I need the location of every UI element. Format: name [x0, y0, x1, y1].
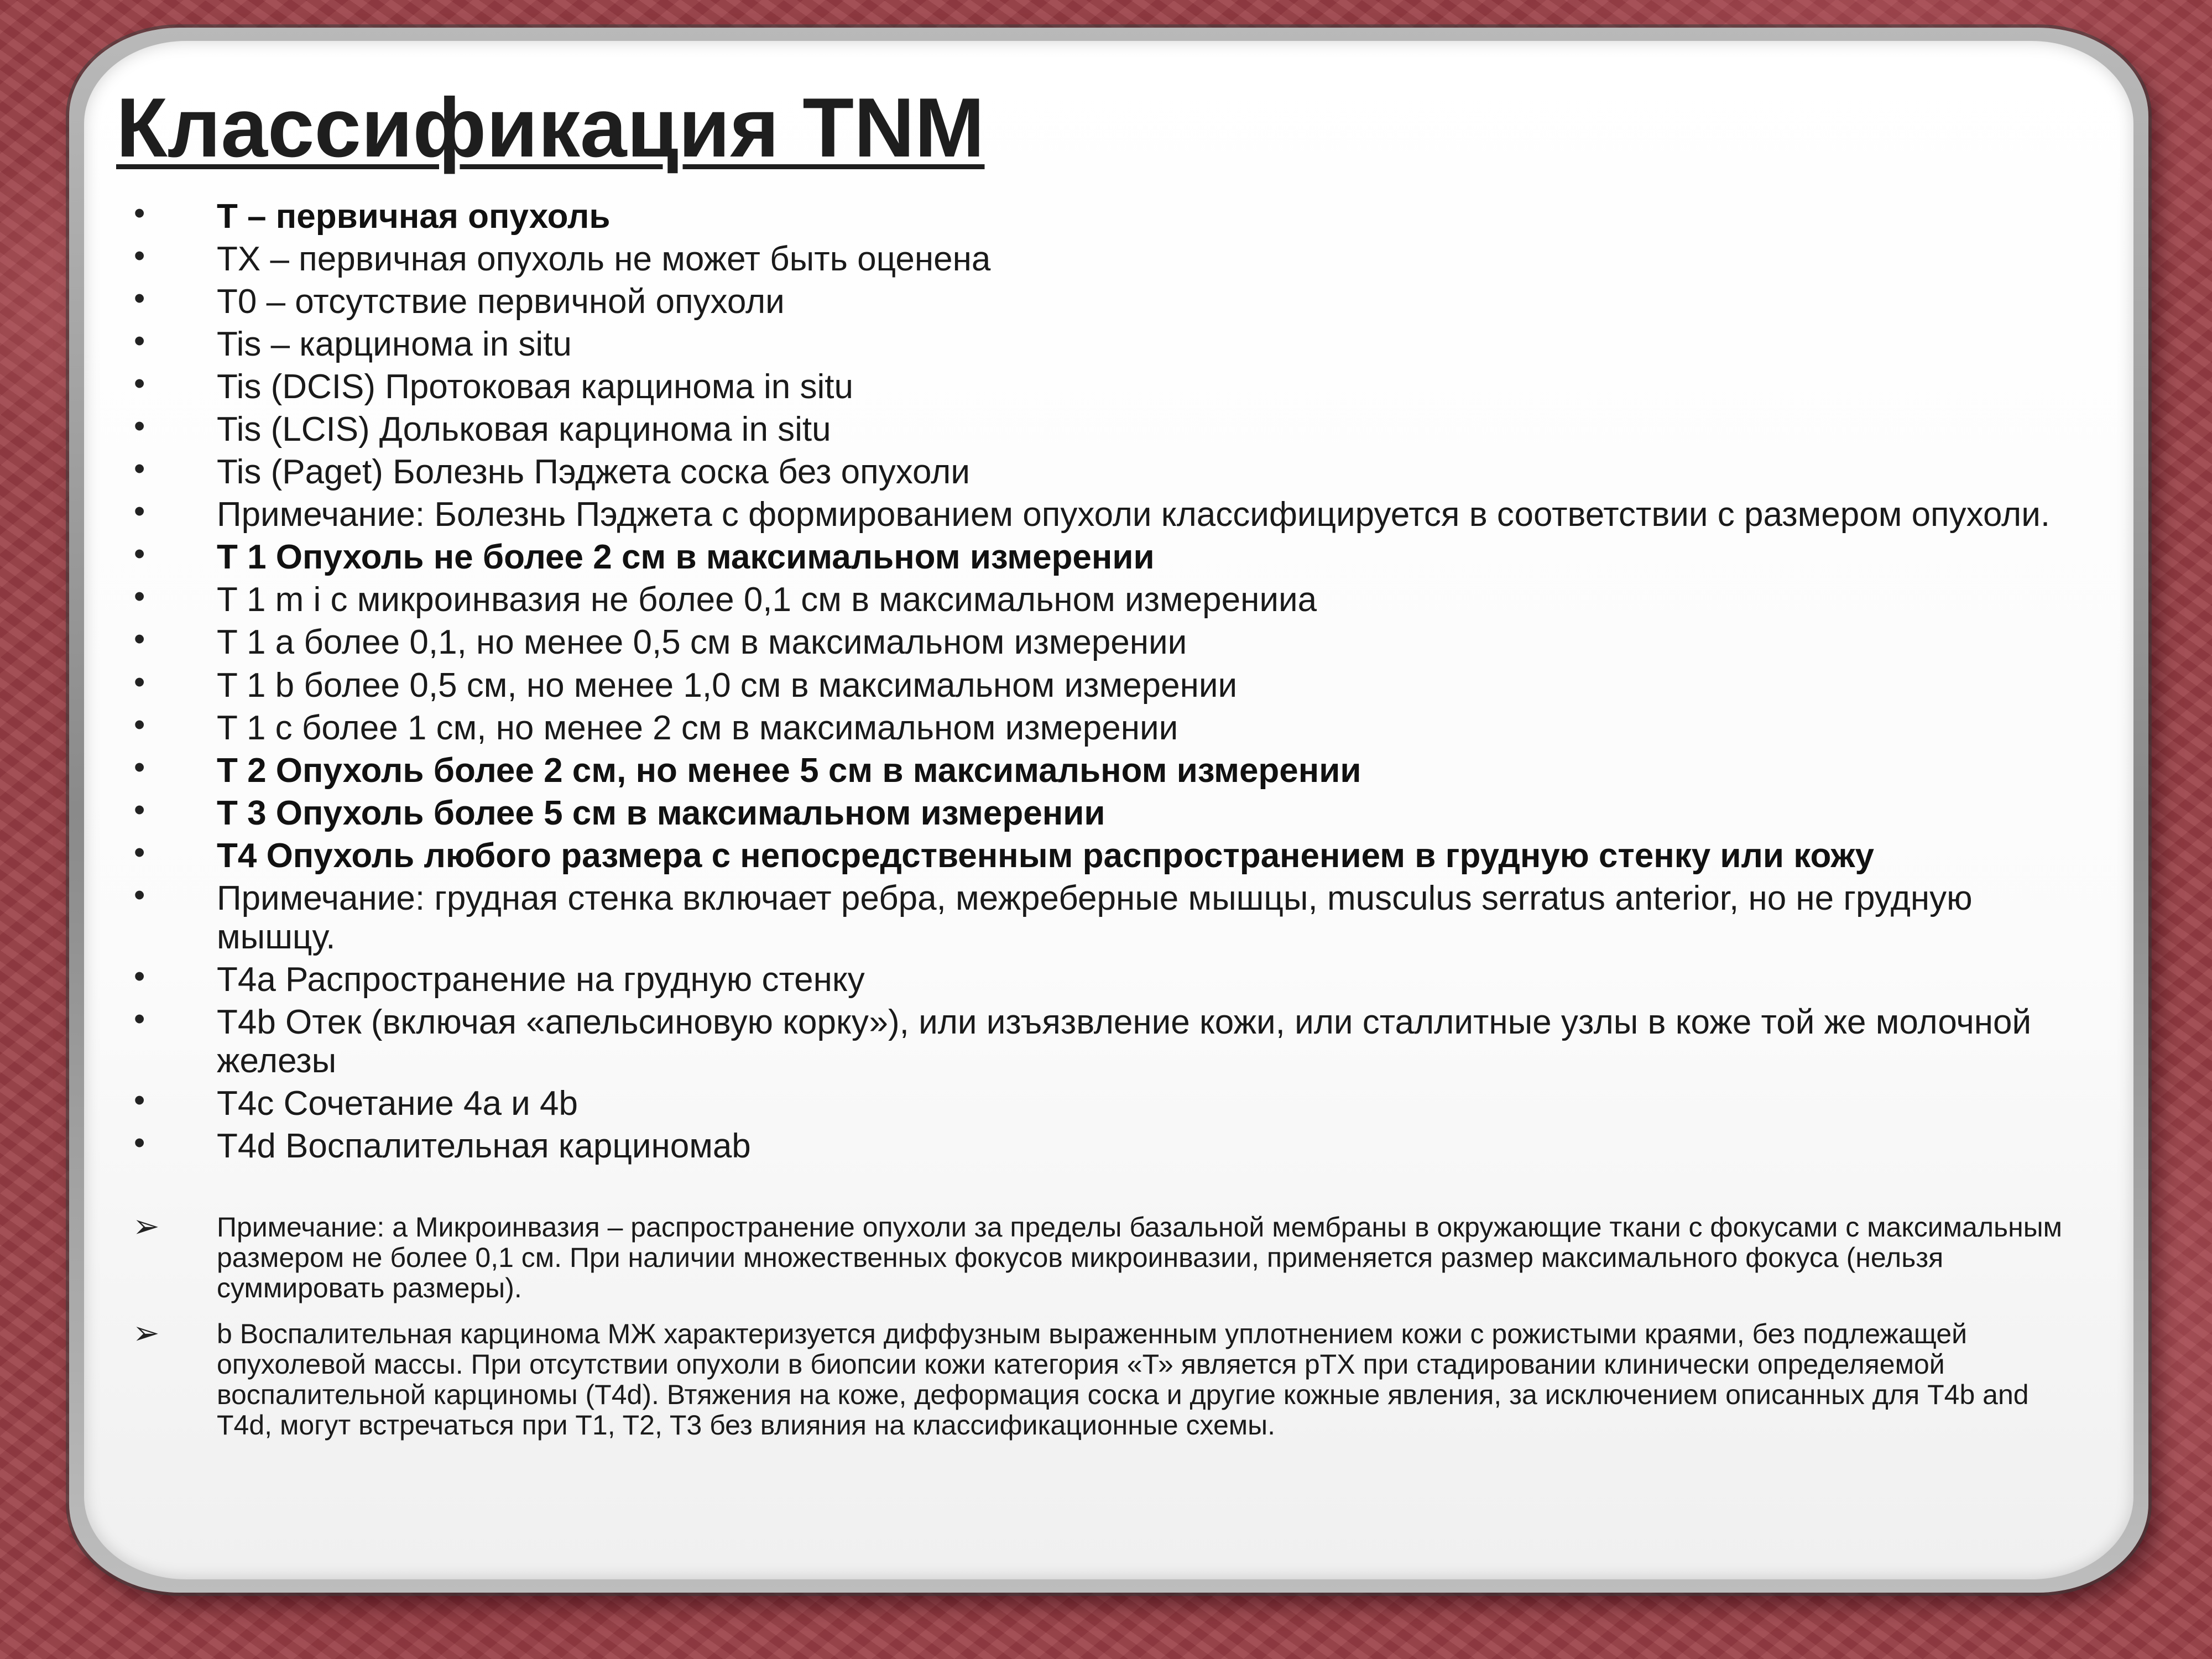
list-item-text: T 1 a более 0,1, но менее 0,5 см в максимальном измерении	[217, 623, 1187, 662]
bullet-icon: •	[134, 958, 145, 994]
bullet-icon: •	[134, 195, 145, 231]
list-item	[127, 1084, 2074, 1123]
slide-content	[127, 197, 2074, 1456]
list-item-text: Tis (Paget) Болезнь Пэджета соска без опухоли	[217, 453, 970, 492]
list-item-text: TX – первичная опухоль не может быть оценена	[217, 240, 991, 279]
bullet-icon: •	[134, 578, 145, 615]
list-item	[127, 749, 2074, 790]
list-item-text: T4 Опухоль любого размера с непосредственным распространением в грудную стенку или кожу	[217, 836, 1874, 875]
footnote-text: Примечание: a Микроинвазия – распространение опухоли за пределы базальной мембраны в окружающие ткани с фокусами с максимальным размером не более 0,1 см. При наличии множественных фокусов микроинвазии, применяется размер максимального фокуса (нельзя суммировать размеры).	[217, 1212, 2063, 1304]
list-item	[127, 706, 2074, 748]
bullet-icon: •	[134, 706, 145, 743]
list-item	[127, 197, 2074, 236]
list-item	[127, 368, 2074, 406]
list-item	[127, 538, 2074, 577]
list-item	[127, 958, 2074, 999]
list-item-text: T4c Сочетание 4a и 4b	[217, 1084, 578, 1123]
list-item	[127, 240, 2074, 279]
list-item	[127, 1000, 2074, 1081]
bullet-icon: •	[134, 749, 145, 785]
bullet-icon: •	[134, 834, 145, 870]
list-item	[127, 495, 2074, 534]
tnm-list	[127, 197, 2074, 1166]
list-item	[127, 1127, 2074, 1166]
footnotes	[127, 1208, 2074, 1441]
bullet-icon: •	[134, 1125, 145, 1161]
list-item-text: Tis (LCIS) Дольковая карцинома in situ	[217, 410, 831, 449]
list-item-text: T0 – отсутствие первичной опухоли	[217, 283, 785, 321]
list-item-text: T4b Отек (включая «апельсиновую корку»), или изъязвление кожи, или сталлитные узлы в коже той же молочной железы	[217, 1003, 2032, 1080]
slide-title: Классификация TNM	[116, 81, 985, 175]
arrow-bullet-icon: ➢	[133, 1315, 160, 1352]
bullet-icon: •	[134, 621, 145, 658]
bullet-icon: •	[134, 536, 145, 572]
list-item-text: T 1 c более 1 см, но менее 2 см в максимальном измерении	[217, 708, 1178, 747]
bullet-icon: •	[134, 493, 145, 530]
bullet-icon: •	[134, 1082, 145, 1118]
list-item	[127, 410, 2074, 449]
footnote-text: b Воспалительная карцинома МЖ характеризуется диффузным выраженным уплотнением кожи с рожистыми краями, без подлежащей опухолевой массы. При отсутствии опухоли в биопсии кожи категория «Т» является pTX при стадировании клинически определяемой воспалительной карциномы (T4d). Втяжения на коже, деформация соска и другие кожные явления, за исключением описанных для T4b and T4d, могут встречаться при T1, T2, T3 без влияния на классификационные схемы.	[217, 1318, 2029, 1441]
list-item-text: T4a Распространение на грудную стенку	[217, 960, 865, 999]
bullet-icon: •	[134, 664, 145, 700]
bullet-icon: •	[134, 451, 145, 487]
list-item-text: T 1 m i c микроинвазия не более 0,1 см в максимальном измеренииа	[217, 581, 1317, 619]
list-item	[127, 666, 2074, 705]
list-item-text: T 1 Опухоль не более 2 см в максимальном измерении	[217, 538, 1155, 577]
bullet-icon: •	[134, 323, 145, 359]
list-item-text: T – первичная опухоль	[217, 197, 611, 236]
list-item	[127, 453, 2074, 492]
list-item-text: T 1 b более 0,5 см, но менее 1,0 см в максимальном измерении	[217, 666, 1238, 705]
footnote	[127, 1315, 2074, 1441]
list-item	[127, 623, 2074, 662]
list-item-text: T 3 Опухоль более 5 см в максимальном измерении	[217, 794, 1105, 832]
list-item	[127, 879, 2074, 957]
list-item	[127, 834, 2074, 875]
footnote	[127, 1208, 2074, 1304]
list-item	[127, 280, 2074, 321]
list-item	[127, 325, 2074, 364]
bullet-icon: •	[134, 366, 145, 402]
list-item-text: Tis – карцинома in situ	[217, 325, 572, 364]
bullet-icon: •	[134, 238, 145, 274]
bullet-icon: •	[134, 280, 145, 317]
list-item-text: Примечание: Болезнь Пэджета с формированием опухоли классифицируется в соответствии с размером опухоли.	[217, 495, 2051, 534]
arrow-bullet-icon: ➢	[133, 1208, 160, 1245]
list-item-text: Tis (DCIS) Протоковая карцинома in situ	[217, 368, 853, 406]
bullet-icon: •	[134, 408, 145, 445]
bullet-icon: •	[134, 877, 145, 913]
list-item-text: T4d Воспалительная карциномаb	[217, 1127, 751, 1166]
bullet-icon: •	[134, 791, 145, 828]
list-item	[127, 791, 2074, 833]
list-item-text: T 2 Опухоль более 2 см, но менее 5 см в максимальном измерении	[217, 751, 1361, 790]
list-item-text: Примечание: грудная стенка включает ребра, межреберные мышцы, musculus serratus anterior, но не грудную мышцу.	[217, 879, 1973, 956]
list-item	[127, 578, 2074, 619]
bullet-icon: •	[134, 1000, 145, 1037]
